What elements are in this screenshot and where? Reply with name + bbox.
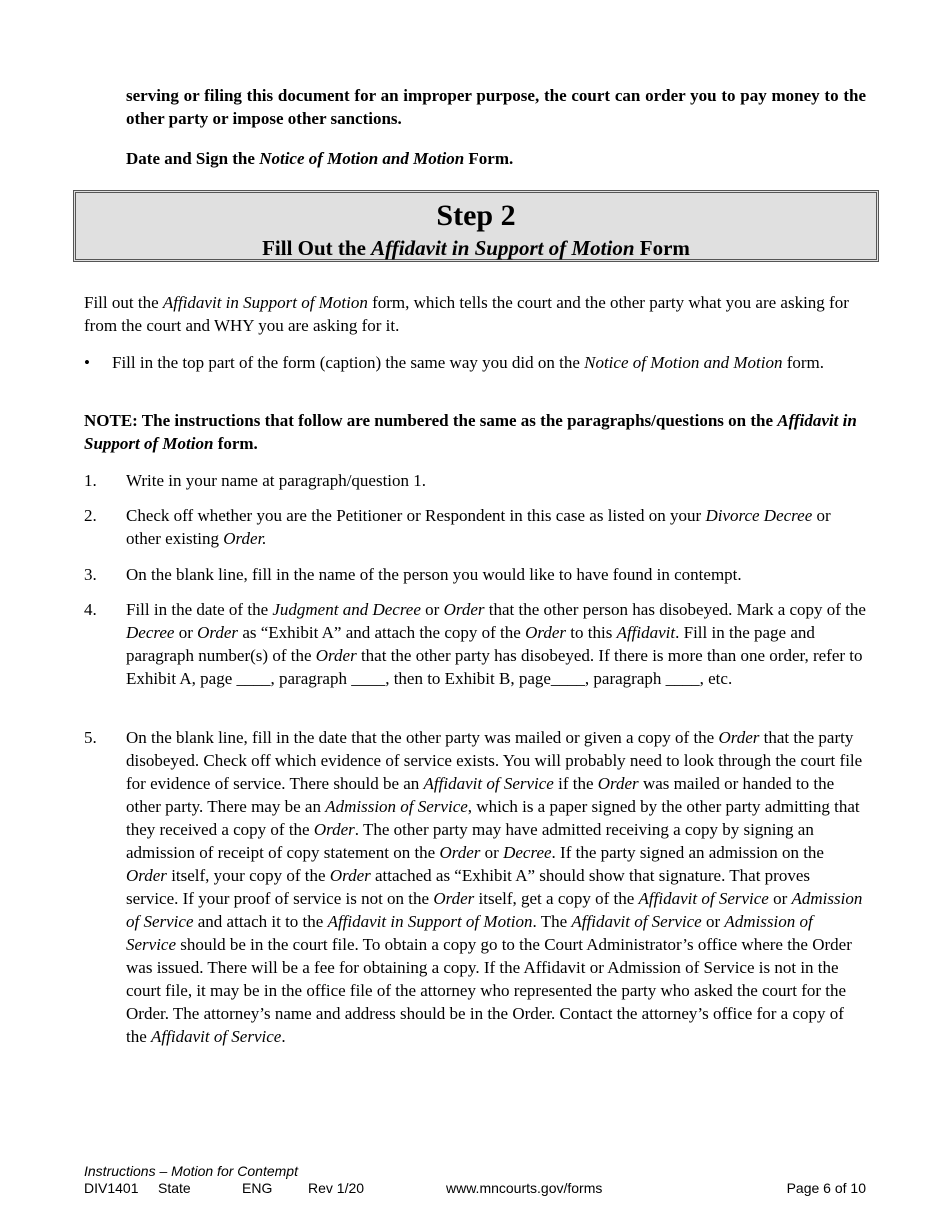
i5-s29: or xyxy=(701,912,725,931)
i5-s5: if the xyxy=(553,774,598,793)
item-text: Write in your name at paragraph/question 1. xyxy=(126,471,427,490)
i4-s4: Order xyxy=(443,600,485,619)
sign-form-name: Notice of Motion and Motion xyxy=(259,149,465,168)
intro-form: Affidavit in Support of Motion xyxy=(162,293,368,312)
i5-s26: Affidavit in Support of Motion xyxy=(327,912,533,931)
intro-paragraph xyxy=(84,291,864,337)
step-subtitle-form: Affidavit in Support of Motion xyxy=(371,236,635,260)
footer-jurisdiction: State xyxy=(158,1180,191,1196)
i4-s10: Order xyxy=(525,623,567,642)
note-text-2: form. xyxy=(213,434,258,453)
i5-s8: Admission of Service xyxy=(325,797,468,816)
sign-instruction xyxy=(126,147,513,170)
i5-s15: . If the party signed an admission on the xyxy=(551,843,824,862)
i5-s20: Order xyxy=(433,889,475,908)
i4-s2: Judgment and Decree xyxy=(272,600,421,619)
bullet-text-1: Fill in the top part of the form (caption) the same way you did on the xyxy=(112,353,585,372)
i5-s33: . xyxy=(281,1027,286,1046)
i5-s25: and attach it to the xyxy=(193,912,328,931)
footer-language: ENG xyxy=(242,1180,273,1196)
intro-text-2: form, which tells the court and the other party what you are asking for from the court and WHY you are asking for it. xyxy=(84,293,849,335)
intro-text-1: Fill out the xyxy=(84,293,163,312)
i5-s24: Admission of Service xyxy=(126,889,863,931)
i5-s27: . The xyxy=(532,912,572,931)
note-paragraph xyxy=(84,409,864,455)
item-text: On the blank line, fill in the name of the person you would like to have found in contempt. xyxy=(126,565,742,584)
i5-s14: Decree xyxy=(503,843,552,862)
i4-s14: Order xyxy=(315,646,357,665)
step-header-box xyxy=(73,190,879,262)
footer-revision: Rev 1/20 xyxy=(308,1180,365,1196)
i5-s11: . The other party may have admitted receiving a copy by signing an admission of receipt of copy statement on the xyxy=(126,820,814,862)
i5-s18: Order xyxy=(329,866,371,885)
item-number: 5. xyxy=(84,728,97,747)
item-number: 3. xyxy=(84,565,97,584)
footer-website[interactable]: www.mncourts.gov/forms xyxy=(446,1180,603,1196)
note-text-1: NOTE: The instructions that follow are numbered the same as the paragraphs/questions on the xyxy=(84,411,778,430)
i5-s1: On the blank line, fill in the date that the other party was mailed or given a copy of the xyxy=(126,728,719,747)
continuation-paragraph xyxy=(126,84,866,130)
i5-s31: should be in the court file. To obtain a copy go to the Court Administrator’s office where the Order was issued. There will be a fee for obtaining a copy. If the Affidavit or Admission of Service is not in the court file, it may be in the office file of the attorney who represented the party who asked the court for the Order. The attorney’s name and address should be in the Order. Contact the attorney’s office for a copy of the xyxy=(126,935,852,1046)
i5-s30: Admission of Service xyxy=(126,912,813,954)
i5-s17: itself, your copy of the xyxy=(166,866,330,885)
i5-s28: Affidavit of Service xyxy=(571,912,702,931)
sign-suffix: Form. xyxy=(464,149,514,168)
i4-s7: or xyxy=(174,623,198,642)
item-text xyxy=(126,504,866,550)
bullet-text xyxy=(112,351,864,374)
item-text xyxy=(126,598,866,690)
i4-s6: Decree xyxy=(126,623,175,642)
step-subtitle-prefix: Fill Out the xyxy=(262,236,372,260)
i5-s4: Affidavit of Service xyxy=(423,774,554,793)
item-text xyxy=(126,726,866,1048)
i5-s9: , which is a paper signed by the other party admitting that they received a copy of the xyxy=(126,797,860,839)
i5-s23: or xyxy=(768,889,792,908)
footer-title: Instructions – Motion for Contempt xyxy=(84,1163,298,1179)
i4-s15: that the other party has disobeyed. If there is more than one order, refer to Exhibit A, page ____, paragraph ____, then to Exhibit B, page____, paragraph ____, etc. xyxy=(126,646,863,688)
step-subtitle xyxy=(76,235,876,261)
item-2-italic-2: Order. xyxy=(223,529,267,548)
bullet-icon: • xyxy=(84,353,90,372)
i5-s10: Order xyxy=(313,820,355,839)
item-2-text-1: Check off whether you are the Petitioner or Respondent in this case as listed on your xyxy=(126,506,706,525)
i4-s11: to this xyxy=(566,623,617,642)
item-2-italic-1: Divorce Decree xyxy=(705,506,813,525)
i4-s12: Affidavit xyxy=(616,623,676,642)
step-title: Step 2 xyxy=(436,199,516,232)
bullet-form: Notice of Motion and Motion xyxy=(584,353,783,372)
i5-s2: Order xyxy=(718,728,760,747)
i5-s32: Affidavit of Service xyxy=(151,1027,282,1046)
footer-code: DIV1401 xyxy=(84,1180,139,1196)
i4-s13: . Fill in the page and paragraph number(s) of the xyxy=(126,623,815,665)
i4-s8: Order xyxy=(197,623,239,642)
sign-prefix: Date and Sign the xyxy=(126,149,260,168)
i4-s3: or xyxy=(420,600,444,619)
i5-s12: Order xyxy=(439,843,481,862)
item-number: 2. xyxy=(84,506,97,525)
i4-s9: as “Exhibit A” and attach the copy of the xyxy=(238,623,526,642)
i5-s22: Affidavit of Service xyxy=(638,889,769,908)
i5-s16: Order xyxy=(126,866,167,885)
i4-s1: Fill in the date of the xyxy=(126,600,273,619)
item-number: 4. xyxy=(84,600,97,619)
i5-s6: Order xyxy=(597,774,639,793)
i5-s21: itself, get a copy of the xyxy=(474,889,639,908)
continuation-text: serving or filing this document for an improper purpose, the court can order you to pay money to the other party or impose other sanctions. xyxy=(126,86,866,128)
i4-s5: that the other person has disobeyed. Mark a copy of the xyxy=(484,600,866,619)
i5-s7: was mailed or handed to the other party. There may be an xyxy=(126,774,835,816)
i5-s3: that the party disobeyed. Check off which evidence of service exists. You will probably need to look through the court file for evidence of service. There should be an xyxy=(126,728,863,793)
i5-s13: or xyxy=(480,843,504,862)
item-number: 1. xyxy=(84,471,97,490)
footer-page-number: Page 6 of 10 xyxy=(786,1180,866,1196)
i5-s19: attached as “Exhibit A” should show that signature. That proves service. If your proof of service is not on the xyxy=(126,866,810,908)
item-2-text-2: or other existing xyxy=(126,506,831,548)
step-subtitle-suffix: Form xyxy=(634,236,690,260)
note-form: Affidavit in Support of Motion xyxy=(84,411,857,453)
bullet-text-2: form. xyxy=(782,353,824,372)
